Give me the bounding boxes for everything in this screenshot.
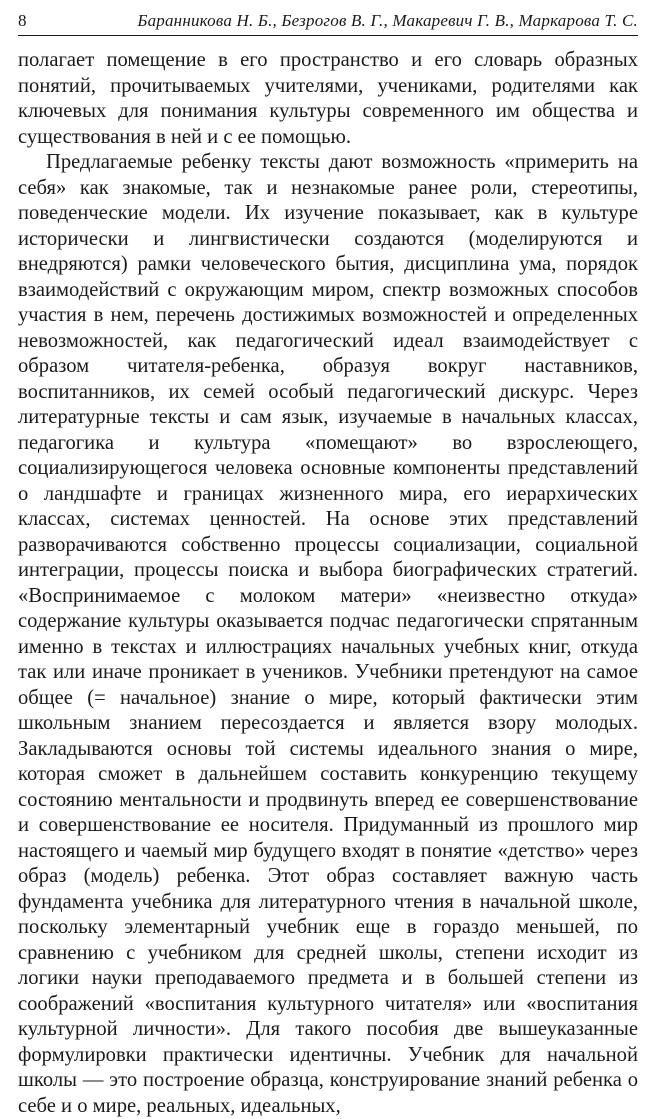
book-page xyxy=(18,10,638,1117)
page-number: 8 xyxy=(18,11,27,30)
paragraph-continuation: полагает помещение в его пространство и его словарь образных понятий, прочитываемых учителями, учениками, родителями как ключевых для понимания культуры современного им общества и существования в ней и с ее помощью. xyxy=(18,49,638,148)
running-header xyxy=(18,10,638,36)
body-text xyxy=(18,48,638,1119)
paragraph: Предлагаемые ребенку тексты дают возможность «примерить на себя» как знакомые, так и незнакомые ранее роли, стереотипы, поведенческие модели. Их изучение показывает, как в культуре исторически и лингвистически создаются (моделируются и внедряются) рамки человеческого бытия, дисциплина ума, порядок взаимодействий с окружающим миром, спектр возможных способов участия в нем, перечень достижимых возможностей и определенных невозможностей, как педагогический идеал взаимодействует с образом читателя-ребенка, образуя вокруг наставников, воспитанников, их семей особый педагогический дискурс. Через литературные тексты и сам язык, изучаемые в начальных классах, педагогика и культура «помещают» во взрослеющего, социализирующегося человека основные компоненты представлений о ландшафте и границах жизненного мира, его иерархических классах, системах ценностей. На основе этих представлений разворачиваются собственно процессы социализации, социальной интеграции, процессы поиска и выбора биографических стратегий. «Воспринимаемое с молоком матери» «неизвестно откуда» содержание культуры оказывается подчас педагогически спрятанным именно в текстах и иллюстрациях начальных учебных книг, откуда так или иначе проникает в учеников. Учебники претендуют на самое общее (= начальное) знание о мире, который фактически этим школьным знанием пересоздается и является взору молодых. Закладываются основы той системы идеального знания о мире, которая сможет в дальнейшем составить конкуренцию текущему состоянию ментальности и продвинуть вперед ее совершенствование и совершенствование ее носителя. Придуманный из прошлого мир настоящего и чаемый мир будущего входят в понятие «детство» через образ (модель) ребенка. Этот образ составляет важную часть фундамента учебника для литературного чтения в начальной школе, поскольку элементарный учебник еще в гораздо меньшей, по сравнению с учебником для средней школы, степени исходит из логики науки преподаваемого предмета и в большей степени из соображений «воспитания культурного читателя» или «воспитания культурной личности». Для такого пособия две вышеуказанные формулировки практически идентичны. Учебник для начальной школы — это построение образца, конструирование знаний ребенка о себе и о мире, реальных, идеальных, xyxy=(18,151,638,1117)
header-authors: Баранникова Н. Б., Безрогов В. Г., Макаревич Г. В., Маркарова Т. С. xyxy=(137,11,638,30)
